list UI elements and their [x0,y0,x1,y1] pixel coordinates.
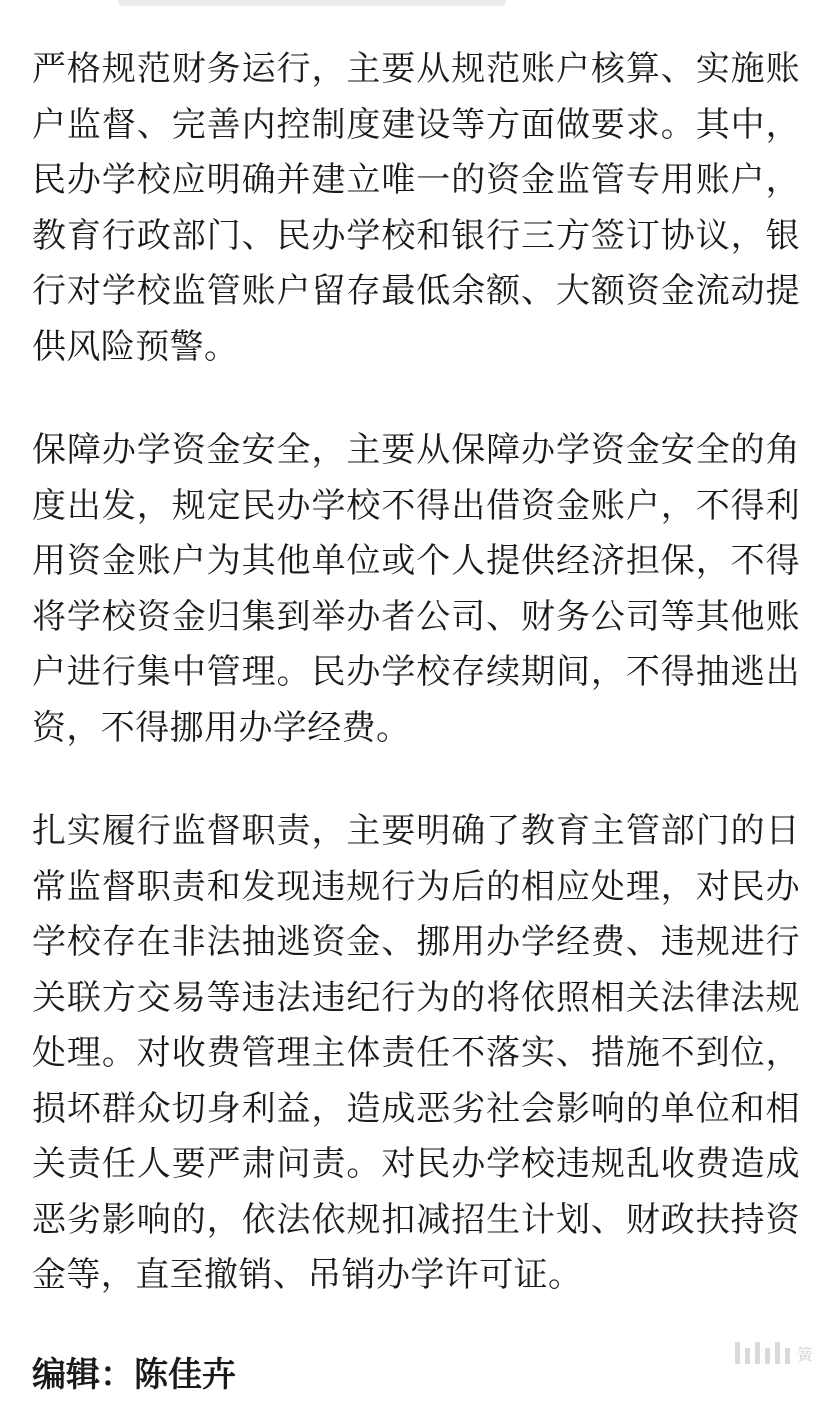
watermark-bar-icon [785,1348,790,1364]
watermark [735,1338,813,1364]
watermark-bar-icon [735,1342,740,1364]
paragraph-supervision-duty: 扎实履行监督职责，主要明确了教育主管部门的日常监督职责和发现违规行为后的相应处理，对民办学校存在非法抽逃资金、挪用办学经费、违规进行关联方交易等违法违纪行为的将依照相关法律法规处理。对收费管理主体责任不落实、措施不到位，损坏群众切身利益，造成恶劣社会影响的单位和相关责任人要严肃问责。对民办学校违规乱收费造成恶劣影响的，依法依规扣减招生计划、财政扶持资金等，直至撤销、吊销办学许可证。 [32,811,800,1295]
editor-credit: 编辑：陈佳卉 [32,1354,236,1395]
watermark-bar-icon [775,1342,780,1364]
watermark-text: 簧 [796,1345,813,1364]
watermark-bar-icon [755,1342,760,1364]
paragraph-fund-safety: 保障办学资金安全，主要从保障办学资金安全的角度出发，规定民办学校不得出借资金账户，不得利用资金账户为其他单位或个人提供经济担保，不得将学校资金归集到举办者公司、财务公司等其他账户进行集中管理。民办学校存续期间，不得抽逃出资，不得挪用办学经费。 [32,430,800,748]
top-divider-bar [118,0,506,6]
watermark-bar-icon [745,1348,750,1364]
paragraph-finance-operation: 严格规范财务运行，主要从规范账户核算、实施账户监督、完善内控制度建设等方面做要求。其中，民办学校应明确并建立唯一的资金监管专用账户，教育行政部门、民办学校和银行三方签订协议，银行对学校监管账户留存最低余额、大额资金流动提供风险预警。 [32,49,800,367]
watermark-bar-icon [765,1348,770,1364]
article-body [32,42,800,1403]
